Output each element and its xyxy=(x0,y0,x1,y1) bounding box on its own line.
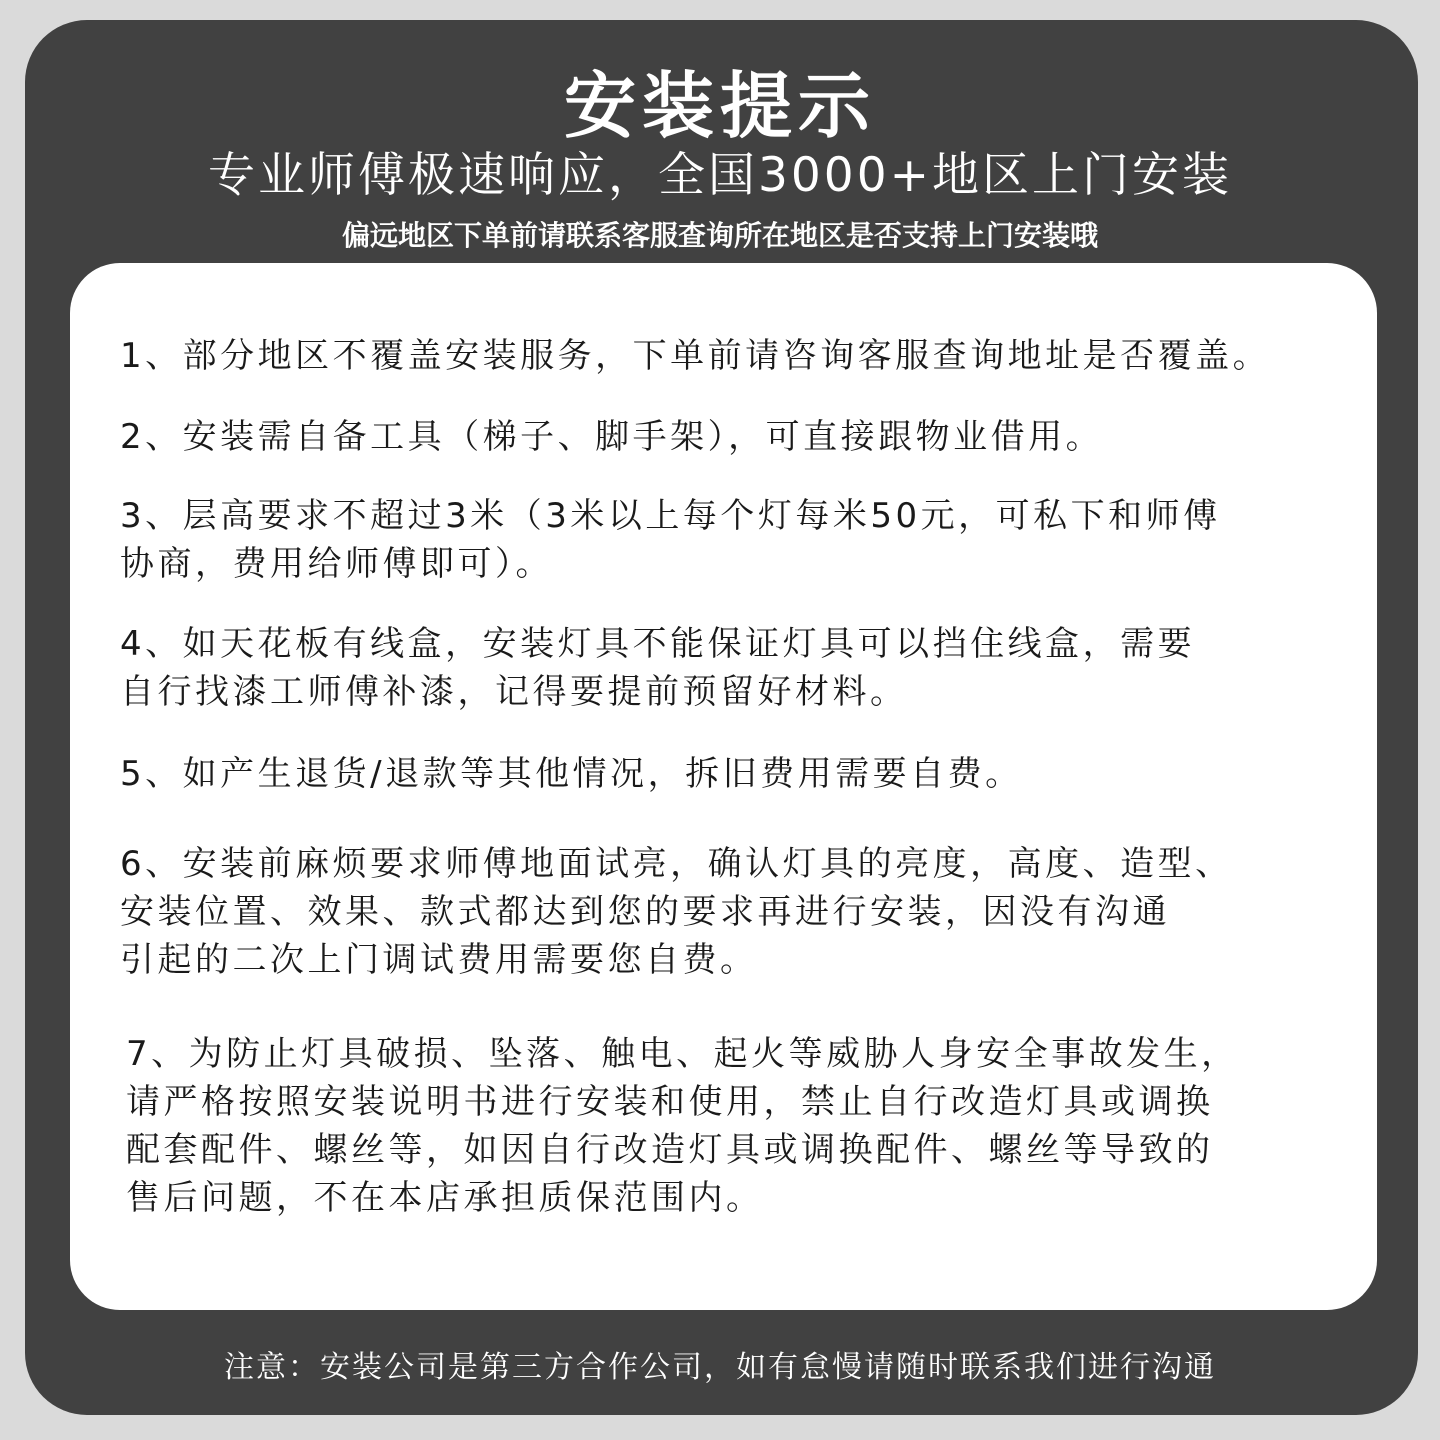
item-line: 4、如天花板有线盒，安装灯具不能保证灯具可以挡住线盒，需要 xyxy=(120,624,1196,664)
item-line: 6、安装前麻烦要求师傅地面试亮，确认灯具的亮度，高度、造型、 xyxy=(120,844,1233,884)
item-line: 7、为防止灯具破损、坠落、触电、起火等威胁人身安全事故发生， xyxy=(126,1034,1239,1074)
notice-item-6 xyxy=(120,840,1233,984)
item-line: 安装位置、效果、款式都达到您的要求再进行安装，因没有沟通 xyxy=(120,892,1170,932)
item-line: 售后问题，不在本店承担质保范围内。 xyxy=(126,1178,764,1218)
item-line: 2、安装需自备工具（梯子、脚手架），可直接跟物业借用。 xyxy=(120,417,1104,457)
item-line: 3、层高要求不超过3米（3米以上每个灯每米50元，可私下和师傅 xyxy=(120,496,1221,536)
notice-item-5 xyxy=(120,750,1023,798)
item-line: 自行找漆工师傅补漆，记得要提前预留好材料。 xyxy=(120,672,908,712)
item-line: 配套配件、螺丝等，如因自行改造灯具或调换配件、螺丝等导致的 xyxy=(126,1130,1214,1170)
item-line: 引起的二次上门调试费用需要您自费。 xyxy=(120,940,758,980)
page-title: 安装提示 xyxy=(563,64,876,148)
notice-item-1 xyxy=(120,332,1270,380)
remote-area-note: 偏远地区下单前请联系客服查询所在地区是否支持上门安装哦 xyxy=(341,219,1098,252)
notice-item-7 xyxy=(126,1030,1239,1222)
item-line: 1、部分地区不覆盖安装服务，下单前请咨询客服查询地址是否覆盖。 xyxy=(120,336,1271,376)
notice-item-2 xyxy=(120,413,1103,461)
item-line: 5、如产生退货/退款等其他情况，拆旧费用需要自费。 xyxy=(120,754,1023,794)
footer-note: 注意：安装公司是第三方合作公司，如有怠慢请随时联系我们进行沟通 xyxy=(224,1350,1216,1385)
notice-item-3 xyxy=(120,492,1221,588)
subtitle: 专业师傅极速响应，全国3000+地区上门安装 xyxy=(208,148,1232,203)
notice-item-4 xyxy=(120,620,1195,716)
item-line: 请严格按照安装说明书进行安装和使用，禁止自行改造灯具或调换 xyxy=(126,1082,1214,1122)
item-line: 协商，费用给师傅即可）。 xyxy=(120,544,553,584)
